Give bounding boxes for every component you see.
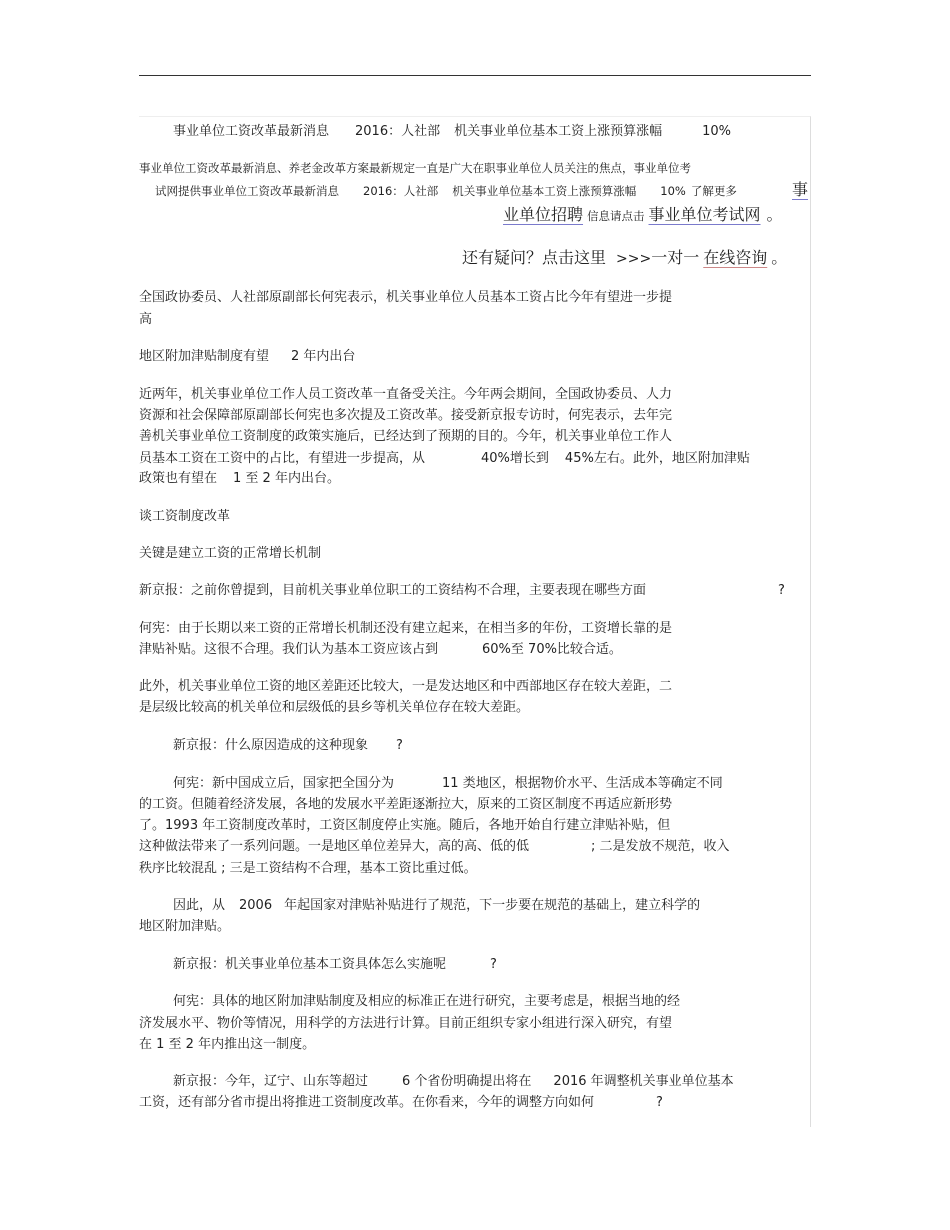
paragraph-line: 济发展水平、物价等情况，用科学的方法进行计算。目前正组织专家小组进行深入研究，有望 (139, 1016, 673, 1031)
exam-site-link[interactable]: 事业单位考试网 (648, 205, 761, 224)
text: 员基本工资在工资中的占比，有望进一步提高，从 (139, 451, 426, 466)
paragraph-line: 何宪：由于长期以来工资的正常增长机制还没有建立起来，在相当多的年份，工资增长靠的是 (139, 621, 673, 636)
text: ; 二是发放不规范，收入 (591, 839, 730, 854)
paragraph-line: 何宪：具体的地区附加津贴制度及相应的标准正在进行研究，主要考虑是，根据当地的经 (173, 994, 681, 1009)
paragraph-line: 在 1 至 2 年内推出这一制度。 (139, 1037, 316, 1052)
question-line: 新京报：之前你曾提到，目前机关事业单位职工的工资结构不合理，主要表现在哪些方面 (139, 583, 647, 598)
paragraph-line: 资源和社会保障部原副部长何宪也多次提及工资改革。接受新京报专访时，何宪表示，去年完 (139, 408, 673, 423)
paragraph-line: 的工资。但随着经济发展，各地的发展水平差距逐渐拉大，原来的工资区制度不再适应新形势 (139, 797, 673, 812)
paragraph-line: 了。1993 年工资制度改革时，工资区制度停止实施。随后，各地开始自行建立津贴补贴，但 (139, 818, 671, 833)
paragraph-line (139, 451, 750, 467)
heading-text: 地区附加津贴制度有望 (139, 349, 270, 364)
question-line (173, 1074, 734, 1090)
consult-text: 。 (771, 248, 788, 267)
paragraph-line: 此外，机关事业单位工资的地区差距还比较大，一是发达地区和中西部地区存在较大差距，二 (139, 679, 673, 694)
text: ? (656, 1095, 663, 1110)
paragraph-line: 地区附加津贴。 (139, 919, 231, 934)
text: 津贴补贴。这很不合理。我们认为基本工资应该占到 (139, 642, 439, 657)
question-mark: ? (778, 583, 785, 598)
question-line (173, 738, 403, 754)
text: 政策也有望在 (139, 471, 218, 486)
consult-line (462, 247, 787, 270)
intro-line-3 (503, 204, 783, 226)
question-line (173, 957, 497, 973)
text: 2016 年调整机关事业单位基本 (553, 1074, 734, 1089)
paragraph-line (173, 898, 700, 914)
text: ? (490, 957, 497, 972)
text: 2006 (239, 898, 273, 913)
online-consult-link[interactable]: 在线咨询 (703, 248, 768, 267)
text: 45%左右。此外，地区附加津贴 (564, 451, 750, 466)
paragraph-line: 善机关事业单位工资制度的政策实施后，已经达到了预期的目的。今年，机关事业单位工作人 (139, 429, 673, 444)
recruit-link[interactable]: 业单位招聘 (503, 205, 584, 224)
text: 1 至 2 年内出台。 (233, 471, 340, 486)
top-rule (139, 75, 811, 76)
intro-text: 信息请点击 (587, 209, 645, 223)
text: 40%增长到 (481, 451, 549, 466)
text: 年起国家对津贴补贴进行了规范，下一步要在规范的基础上，建立科学的 (284, 898, 701, 913)
title-part: 10% (702, 124, 732, 139)
intro-text: 2016：人社部 (363, 184, 439, 198)
text: 何宪：新中国成立后，国家把全国分为 (173, 776, 395, 791)
section-heading: 关键是建立工资的正常增长机制 (139, 546, 322, 561)
text: 11 类地区，根据物价水平、生活成本等确定不同 (442, 776, 723, 791)
intro-text: 。 (766, 205, 783, 224)
text: 60%至 70%比较合适。 (482, 642, 622, 657)
heading-text: 2 年内出台 (291, 349, 356, 364)
title-part: 2016：人社部 (355, 124, 441, 139)
intro-text: 10% (660, 184, 686, 198)
text: 因此，从 (173, 898, 226, 913)
title-part: 事业单位工资改革最新消息 (173, 124, 330, 139)
recruit-link-start[interactable]: 事 (792, 180, 809, 199)
paragraph-line: 是层级比较高的机关单位和层级低的县乡等机关单位存在较大差距。 (139, 700, 530, 715)
intro-text: 了解更多 (690, 184, 737, 198)
text: ? (396, 738, 403, 753)
paragraph-line (173, 776, 723, 792)
article-title (173, 124, 731, 140)
intro-text: 机关事业单位基本工资上涨预算涨幅 (452, 184, 637, 198)
text: 新京报：什么原因造成的这种现象 (173, 738, 369, 753)
paragraph-line: 全国政协委员、人社部原副部长何宪表示，机关事业单位人员基本工资占比今年有望进一步提 (139, 290, 673, 305)
consult-text: 一对一 (651, 248, 700, 267)
paragraph-line: 近两年，机关事业单位工作人员工资改革一直备受关注。今年两会期间，全国政协委员、人力 (139, 387, 673, 402)
paragraph-line: 秩序比较混乱 ; 三是工资结构不合理，基本工资比重过低。 (139, 861, 477, 876)
text: 工资，还有部分省市提出将推进工资制度改革。在你看来，今年的调整方向如何 (139, 1095, 595, 1110)
paragraph-line: 高 (139, 312, 153, 327)
text: 这种做法带来了一系列问题。一是地区单位差异大，高的高、低的低 (139, 839, 530, 854)
title-part: 机关事业单位基本工资上涨预算涨幅 (454, 124, 663, 139)
section-heading: 谈工资制度改革 (139, 509, 231, 524)
text: 新京报：机关事业单位基本工资具体怎么实施呢 (173, 957, 447, 972)
intro-line-2 (155, 183, 737, 199)
intro-line-1: 事业单位工资改革最新消息、养老金改革方案最新规定一直是广大在职事业单位人员关注的焦点，事业单位考 (139, 161, 691, 175)
question-line (139, 1095, 663, 1111)
intro-text: 试网提供事业单位工资改革最新消息 (155, 184, 339, 198)
section-heading (139, 349, 355, 365)
text: 6 个省份明确提出将在 (402, 1074, 532, 1089)
paragraph-line (139, 642, 622, 658)
consult-arrows: >>> (616, 251, 652, 267)
paragraph-line (139, 471, 340, 487)
consult-text: 还有疑问？点击这里 (462, 248, 607, 267)
text: 新京报：今年，辽宁、山东等超过 (173, 1074, 369, 1089)
paragraph-line (139, 839, 730, 855)
